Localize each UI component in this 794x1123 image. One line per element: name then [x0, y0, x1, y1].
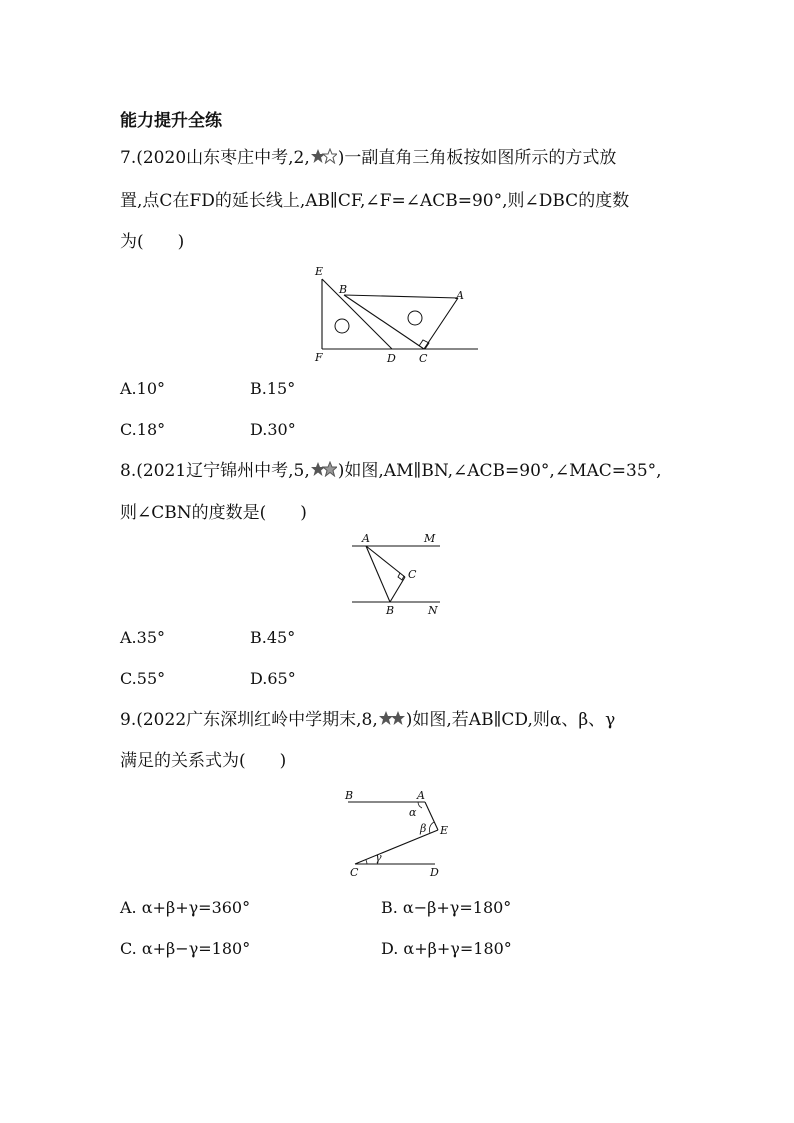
- q9-angle-gamma-arc: [366, 860, 367, 864]
- q7-option-a[interactable]: A.10°: [120, 379, 165, 398]
- q7-line2: 置,点C在FD的延长线上,AB∥CF,∠F=∠ACB=90°,则∠DBC的度数: [120, 191, 630, 211]
- q9-option-b[interactable]: B. α−β+γ=180°: [381, 898, 512, 917]
- q9-option-c[interactable]: C. α+β−γ=180°: [120, 939, 251, 958]
- q8-figure: [345, 530, 445, 618]
- q9-label-C: C: [350, 866, 359, 879]
- q7-number: 7.: [120, 148, 137, 168]
- q9-answer-open: 满足的关系式为(: [120, 751, 246, 771]
- difficulty-stars-icon: [379, 709, 405, 733]
- difficulty-stars-icon: [311, 147, 337, 171]
- difficulty-stars-icon: [311, 460, 337, 484]
- q8-label-N: N: [428, 604, 438, 617]
- q7-label-C: C: [419, 352, 428, 365]
- q8-answer-close: ): [300, 503, 307, 523]
- q7-source: (2020山东枣庄中考,2,: [136, 148, 310, 168]
- q9-angle-alpha-arc: [418, 802, 422, 808]
- q8-segment-CB: [390, 577, 405, 602]
- q7-figure: [300, 262, 490, 368]
- q9-text-line1: )如图,若AB∥CD,则α、β、γ: [405, 710, 616, 730]
- q8-segment-AB: [366, 546, 390, 602]
- q7-segment-AC: [424, 298, 458, 349]
- q7-answer-close: ): [177, 232, 185, 252]
- q8-line2: [120, 501, 307, 525]
- q8-line1: [120, 459, 662, 484]
- q8-text-line1: )如图,AM∥BN,∠ACB=90°,∠MAC=35°,: [337, 461, 662, 481]
- section-title: 能力提升全练: [120, 111, 222, 131]
- q7-line1: [120, 146, 616, 171]
- q9-answer-close: ): [279, 751, 287, 771]
- q8-label-C: C: [408, 568, 417, 581]
- q8-option-b[interactable]: B.45°: [250, 628, 296, 647]
- q7-option-c[interactable]: C.18°: [120, 420, 166, 439]
- q8-label-M: M: [424, 532, 436, 545]
- q8-number: 8.: [120, 461, 137, 481]
- q7-label-A: A: [456, 289, 464, 302]
- q9-source: (2022广东深圳红岭中学期末,8,: [136, 710, 378, 730]
- q8-option-d[interactable]: D.65°: [250, 669, 296, 688]
- q8-option-a[interactable]: A.35°: [120, 628, 165, 647]
- q7-label-E: E: [315, 265, 324, 278]
- q7-answer-open: 为(: [120, 232, 144, 252]
- q9-label-alpha: α: [409, 806, 417, 819]
- q9-label-A: A: [417, 789, 425, 802]
- q7-text-line1: )一副直角三角板按如图所示的方式放: [337, 148, 617, 168]
- q7-segment-BA: [344, 295, 458, 298]
- q9-line2: [120, 749, 286, 773]
- q9-label-beta: β: [420, 822, 427, 835]
- q9-segment-AE: [425, 802, 438, 830]
- q9-label-B: B: [345, 789, 354, 802]
- q7-label-F: F: [315, 351, 323, 364]
- q7-hole-left: [335, 319, 349, 333]
- q9-number: 9.: [120, 710, 137, 730]
- q7-segment-EB-D: [322, 279, 392, 349]
- q8-option-c[interactable]: C.55°: [120, 669, 166, 688]
- q8-source: (2021辽宁锦州中考,5,: [136, 461, 310, 481]
- q9-option-a[interactable]: A. α+β+γ=360°: [120, 898, 251, 917]
- q7-option-b[interactable]: B.15°: [250, 379, 296, 398]
- q7-label-B: B: [339, 283, 348, 296]
- q8-label-B: B: [386, 604, 395, 617]
- q7-hole-right: [408, 311, 422, 325]
- q9-line1: [120, 708, 615, 733]
- q9-option-d[interactable]: D. α+β+γ=180°: [381, 939, 512, 958]
- q7-line3: [120, 230, 184, 254]
- q8-answer-open: 则∠CBN的度数是(: [120, 503, 267, 523]
- q7-right-angle-mark: [419, 340, 429, 349]
- q9-label-D: D: [430, 866, 439, 879]
- q8-segment-AC: [366, 546, 405, 577]
- q9-label-E: E: [440, 824, 449, 837]
- q9-segment-EC: [355, 830, 438, 864]
- q7-label-D: D: [387, 352, 396, 365]
- q9-figure: [340, 786, 460, 880]
- q8-label-A: A: [362, 532, 370, 545]
- q9-label-gamma: γ: [375, 851, 382, 864]
- q7-option-d[interactable]: D.30°: [250, 420, 296, 439]
